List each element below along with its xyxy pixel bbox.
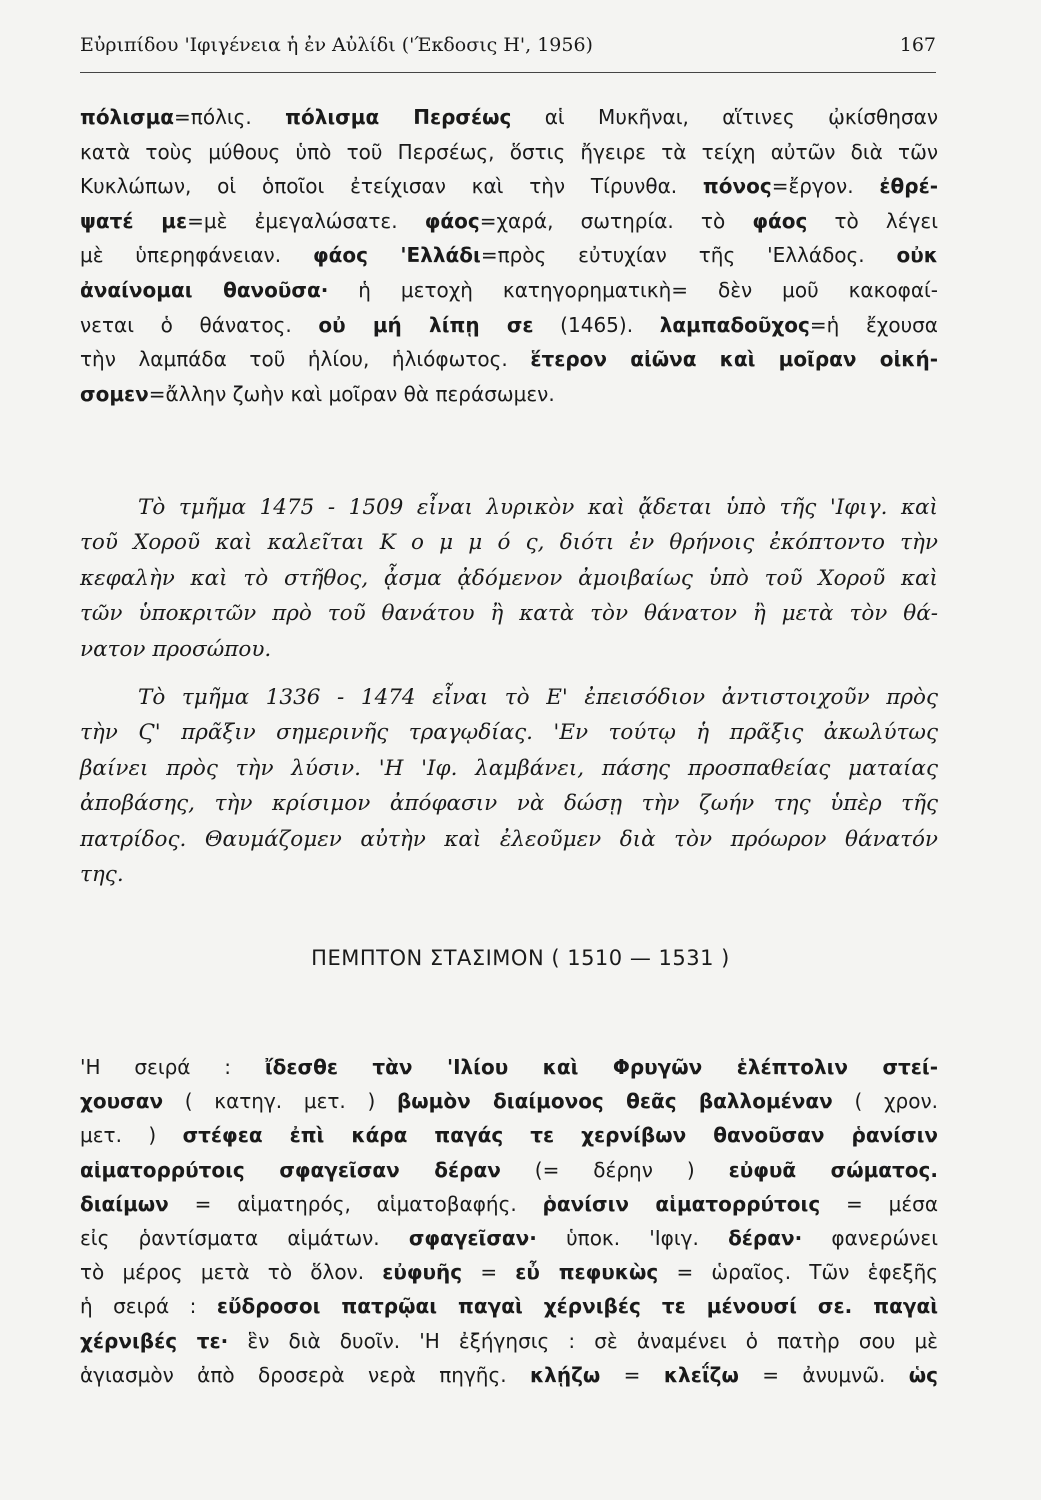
text-line: νεται ὁ θάνατος. οὐ μή λίπῃ σε (1465). λαμπαδοῦχος=ἡ ἔχουσα bbox=[80, 312, 938, 337]
glossary-paragraph-stasimon bbox=[80, 1050, 938, 1392]
glossary-paragraph-1 bbox=[80, 100, 938, 411]
header-rule bbox=[80, 72, 936, 73]
text-line: κεφαλὴν καὶ τὸ στῆθος, ᾆσμα ᾀδόμενον ἀμοιβαίως ὑπὸ τοῦ Χοροῦ καὶ bbox=[80, 565, 938, 591]
text-line: τὴν Ϛ' πρᾶξιν σημερινῆς τραγῳδίας. 'Εν τούτῳ ἡ πρᾶξις ἀκωλύτως bbox=[80, 720, 938, 746]
commentary-paragraph-kommos bbox=[80, 490, 938, 667]
text-line: πόλισμα=πόλις. πόλισμα Περσέως αἱ Μυκῆναι, αἵτινες ᾠκίσθησαν bbox=[80, 105, 939, 129]
text-line: χέρνιβές τε· ἓν διὰ δυοῖν. 'Η ἐξήγησις : σὲ ἀναμένει ὁ πατὴρ σου μὲ bbox=[80, 1328, 938, 1353]
text-line: Τὸ τμῆμα 1475 - 1509 εἶναι λυρικὸν καὶ ᾄδεται ὑπὸ τῆς 'Ιφιγ. καὶ bbox=[138, 495, 938, 520]
text-line: ἡ σειρά : εὔδροσοι πατρῷαι παγαὶ χέρνιβές τε μένουσί σε. παγαὶ bbox=[80, 1294, 938, 1319]
text-line: ἁγιασμὸν ἀπὸ δροσερὰ νερὰ πηγῆς. κλῄζω = κλεΐζω = ἀνυμνῶ. ὡς bbox=[80, 1362, 938, 1387]
text-line: πατρίδος. Θαυμάζομεν αὐτὴν καὶ ἐλεοῦμεν διὰ τὸν πρόωρον θάνατόν bbox=[80, 826, 938, 852]
text-line: μὲ ὑπερηφάνειαν. φάος 'Ελλάδι=πρὸς εὐτυχίαν τῆς 'Ελλάδος. οὐκ bbox=[80, 243, 938, 268]
text-line: σομεν=ἄλλην ζωὴν καὶ μοῖραν θὰ περάσωμεν. bbox=[80, 381, 555, 406]
text-line: βαίνει πρὸς τὴν λύσιν. 'Η 'Ιφ. λαμβάνει, πάσης προσπαθείας ματαίας bbox=[80, 755, 938, 781]
text-line: της. bbox=[80, 862, 124, 888]
text-line: τὸ μέρος μετὰ τὸ ὅλον. εὐφυῆς = εὖ πεφυκὼς = ὡραῖος. Τῶν ἑφεξῆς bbox=[80, 1260, 938, 1285]
text-line: διαίμων = αἱματηρός, αἱματοβαφής. ῥανίσιν αἱματορρύτοις = μέσα bbox=[80, 1191, 939, 1216]
text-line: μετ. ) στέφεα ἐπὶ κάρα παγάς τε χερνίβων θανοῦσαν ῥανίσιν bbox=[80, 1123, 939, 1148]
commentary-paragraph-episode bbox=[80, 680, 938, 892]
text-line: χουσαν ( κατηγ. μετ. ) βωμὸν διαίμονος θεᾶς βαλλομέναν ( χρον. bbox=[80, 1089, 938, 1114]
header-title: Εὐριπίδου 'Ιφιγένεια ἡ ἐν Αὐλίδι ('Έκδοσις Η', 1956) bbox=[80, 34, 593, 56]
page-number: 167 bbox=[899, 34, 936, 56]
text-line: κατὰ τοὺς μύθους ὑπὸ τοῦ Περσέως, ὅστις ἤγειρε τὰ τείχη αὐτῶν διὰ τῶν bbox=[80, 139, 938, 164]
text-line: ἀποβάσης, τὴν κρίσιμον ἀπόφασιν νὰ δώσῃ τὴν ζωήν της ὑπὲρ τῆς bbox=[80, 791, 938, 817]
text-line: τῶν ὑποκριτῶν πρὸ τοῦ θανάτου ἢ κατὰ τὸν θάνατον ἢ μετὰ τὸν θά- bbox=[80, 601, 938, 627]
text-line: ψατέ με=μὲ ἐμεγαλώσατε. φάος=χαρά, σωτηρία. τὸ φάος τὸ λέγει bbox=[80, 208, 938, 233]
text-line: αἱματορρύτοις σφαγεῖσαν δέραν (= δέρην ) εὐφυᾶ σώματος. bbox=[80, 1157, 939, 1182]
text-line: ἀναίνομαι θανοῦσα· ἡ μετοχὴ κατηγορηματικὴ= δὲν μοῦ κακοφαί- bbox=[80, 277, 938, 302]
section-heading: ΠΕΜΠΤΟΝ ΣΤΑΣΙΜΟΝ ( 1510 — 1531 ) bbox=[311, 946, 730, 970]
text-line: τοῦ Χοροῦ καὶ καλεῖται Κ ο μ μ ό ς, διότι ἐν θρήνοις ἐκόπτοντο τὴν bbox=[80, 530, 938, 556]
text-line: Κυκλώπων, οἱ ὁποῖοι ἐτείχισαν καὶ τὴν Τίρυνθα. πόνος=ἔργον. ἐθρέ- bbox=[80, 174, 938, 199]
text-line: Τὸ τμῆμα 1336 - 1474 εἶναι τὸ Ε' ἐπεισόδιον ἀντιστοιχοῦν πρὸς bbox=[138, 685, 938, 710]
text-line: τὴν λαμπάδα τοῦ ἡλίου, ἡλιόφωτος. ἕτερον αἰῶνα καὶ μοῖραν οἰκή- bbox=[80, 347, 938, 372]
text-line: 'Η σειρά : ἴδεσθε τὰν 'Ιλίου καὶ Φρυγῶν ἑλέπτολιν στεί- bbox=[80, 1055, 939, 1079]
text-line: εἰς ῥαντίσματα αἱμάτων. σφαγεῖσαν· ὑποκ. 'Ιφιγ. δέραν· φανερώνει bbox=[80, 1226, 938, 1251]
running-header bbox=[80, 34, 936, 66]
text-line: νατον προσώπου. bbox=[80, 636, 272, 662]
